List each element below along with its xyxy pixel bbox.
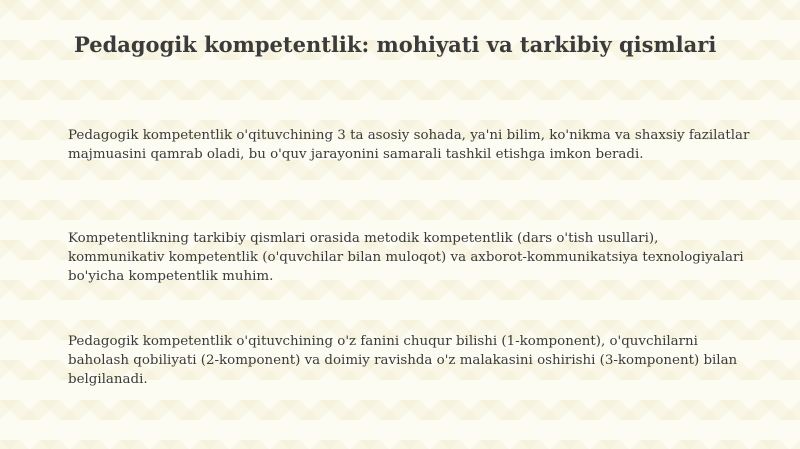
paragraph-3: Pedagogik kompetentlik o'qituvchining o'z fanini chuqur bilishi (1-komponent), o'quvchilarni baholash qobiliyati (2-komponent) va doimiy ravishda o'z malakasini oshirishi (3-komponent) bilan belgilanadi. [68, 334, 738, 387]
paragraph-2: Kompetentlikning tarkibiy qismlari orasida metodik kompetentlik (dars o'tish usullari), kommunikativ kompetentlik (o'quvchilar bilan muloqot) va axborot-kommunikatsiya texnologiyalari bo'yicha kompetentlik muhim. [68, 231, 744, 284]
paragraph-1: Pedagogik kompetentlik o'qituvchining 3 ta asosiy sohada, ya'ni bilim, ko'nikma va shaxsiy fazilatlar majmuasini qamrab oladi, bu o'quv jarayonini samarali tashkil etishga imkon beradi. [68, 128, 750, 162]
slide-title: Pedagogik kompetentlik: mohiyati va tarkibiy qismlari [74, 32, 717, 57]
